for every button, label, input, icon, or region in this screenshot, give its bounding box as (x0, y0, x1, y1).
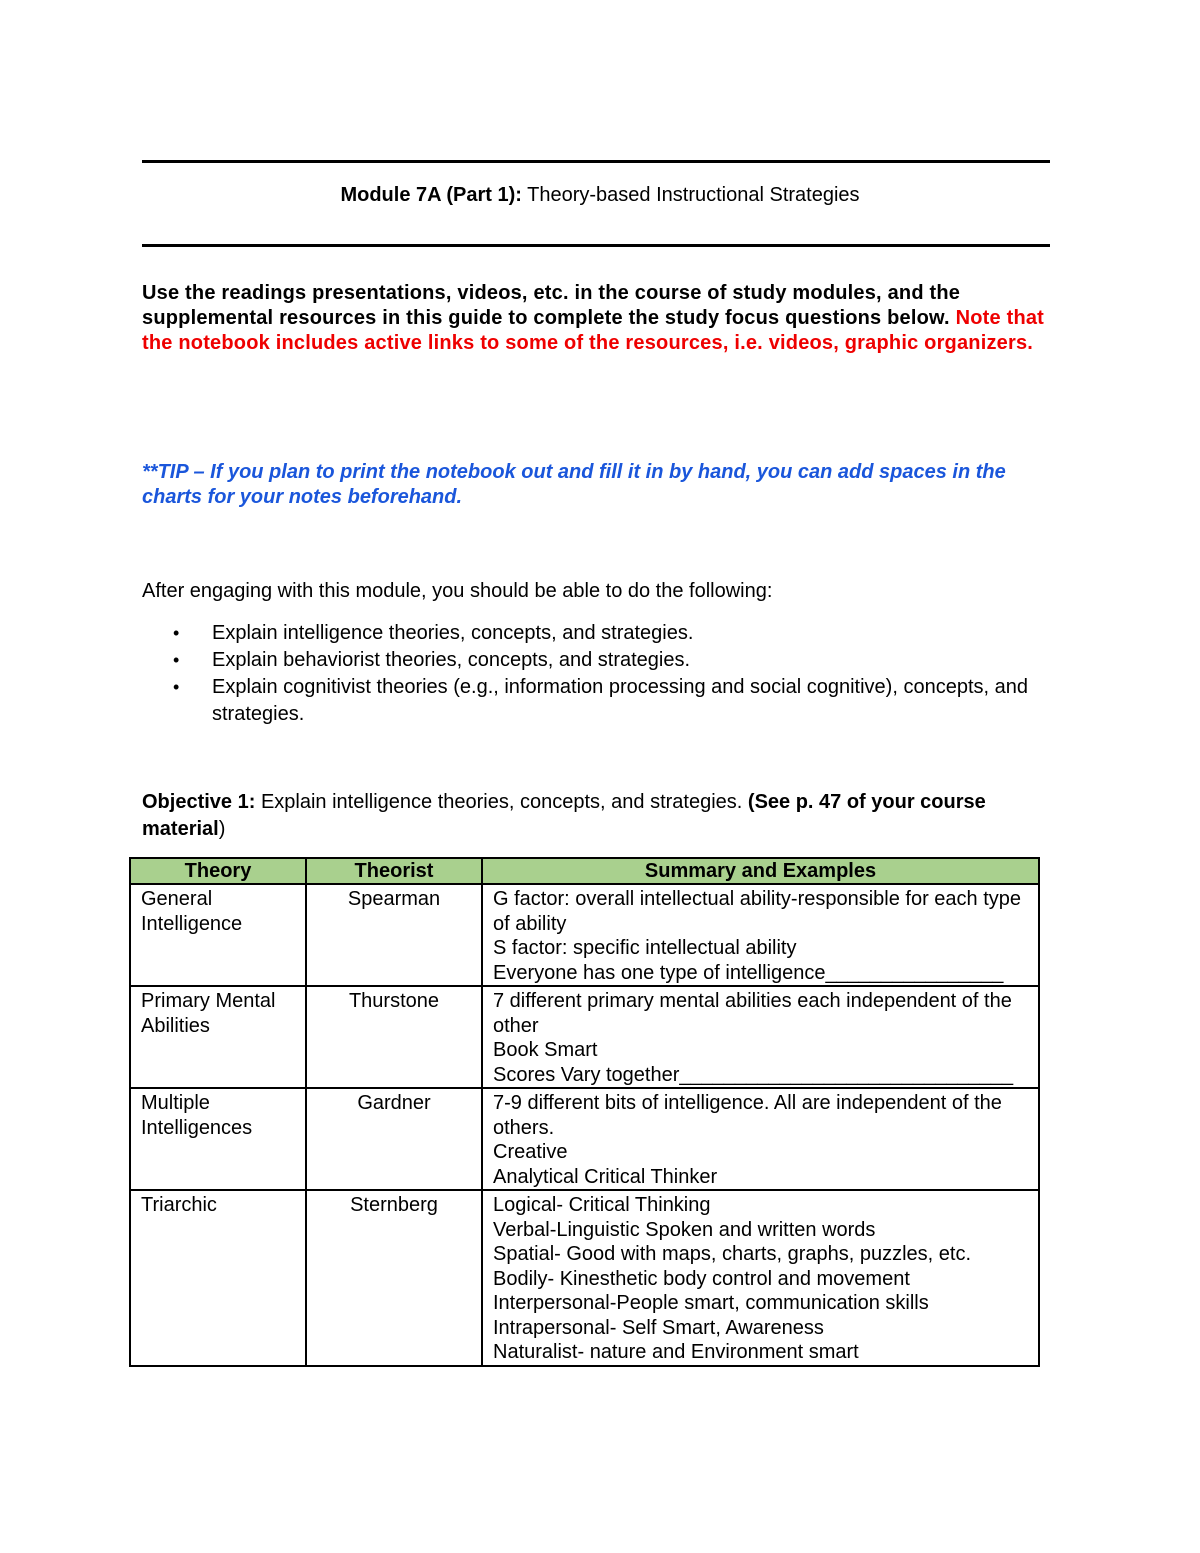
table-header-row (130, 858, 1039, 884)
summary-line: Naturalist- nature and Environment smart (493, 1341, 859, 1363)
theory-cell: Triarchic (130, 1190, 306, 1366)
theories-table (129, 857, 1040, 1367)
top-divider-rule (142, 160, 1050, 163)
summary-line: Creative (493, 1141, 568, 1163)
objective-heading (142, 789, 1062, 843)
bullet-icon: • (173, 677, 180, 697)
summary-line: 7-9 different bits of intelligence. All are independent of the others. (493, 1092, 1002, 1139)
goal-text: Explain intelligence theories, concepts, and strategies. (212, 622, 694, 644)
table-row (130, 986, 1039, 1088)
table-row (130, 1088, 1039, 1190)
header-theorist: Theorist (306, 858, 482, 884)
theorist-cell: Spearman (306, 884, 482, 986)
theorist-cell: Sternberg (306, 1190, 482, 1366)
goal-text: Explain cognitivist theories (e.g., information processing and social cognitive), concepts, and strategies. (212, 676, 1028, 725)
theory-cell: Multiple Intelligences (130, 1088, 306, 1190)
summary-cell (482, 986, 1039, 1088)
theory-cell: Primary Mental Abilities (130, 986, 306, 1088)
module-title (0, 184, 1200, 207)
summary-cell (482, 884, 1039, 986)
summary-cell (482, 1088, 1039, 1190)
tip-paragraph: **TIP – If you plan to print the notebook out and fill it in by hand, you can add spaces in the charts for your notes beforehand. (142, 461, 1006, 508)
bullet-icon: • (173, 650, 180, 670)
theorist-cell: Thurstone (306, 986, 482, 1088)
objective-reference: (See p. 47 of your course material (142, 791, 986, 840)
learning-goals-list (142, 620, 1062, 728)
summary-line: Book Smart (493, 1039, 598, 1061)
objective-close: ) (218, 818, 226, 840)
summary-line: 7 different primary mental abilities each independent of the other (493, 990, 1012, 1037)
summary-line: Analytical Critical Thinker (493, 1165, 718, 1188)
summary-line: Logical- Critical Thinking (493, 1194, 711, 1216)
learning-goals-intro: After engaging with this module, you should be able to do the following: (142, 580, 773, 602)
theory-cell: General Intelligence (130, 884, 306, 986)
theorist-cell: Gardner (306, 1088, 482, 1190)
summary-line: Intrapersonal- Self Smart, Awareness (493, 1316, 824, 1339)
summary-line: S factor: specific intellectual ability (493, 937, 797, 959)
list-item (142, 674, 1062, 728)
intro-paragraph (142, 281, 1057, 356)
summary-line: Scores Vary together______________________________ (493, 1063, 1014, 1086)
summary-line: Verbal-Linguistic Spoken and written words (493, 1218, 876, 1241)
objective-text: Explain intelligence theories, concepts, and strategies. (255, 791, 748, 813)
summary-line: Everyone has one type of intelligence________________ (493, 961, 1004, 984)
objective-label: Objective 1: (142, 791, 256, 813)
module-title-bold: Module 7A (Part 1): (340, 184, 522, 206)
module-title-text: Theory-based Instructional Strategies (521, 184, 860, 206)
summary-line: Interpersonal-People smart, communication skills (493, 1292, 929, 1314)
summary-line: Spatial- Good with maps, charts, graphs, puzzles, etc. (493, 1243, 971, 1265)
summary-line: Bodily- Kinesthetic body control and movement (493, 1267, 910, 1290)
intro-instructions: Use the readings presentations, videos, etc. in the course of study modules, and the supplemental resources in this guide to complete the study focus questions below. (142, 282, 961, 329)
bullet-icon: • (173, 623, 180, 643)
table-row (130, 884, 1039, 986)
header-theory: Theory (130, 858, 306, 884)
list-item (142, 647, 1062, 674)
list-item (142, 620, 1062, 647)
intro-note: Note that the notebook includes active links to some of the resources, i.e. videos, graphic organizers. (142, 307, 1045, 354)
header-summary: Summary and Examples (482, 858, 1039, 884)
summary-cell (482, 1190, 1039, 1366)
table-row (130, 1190, 1039, 1366)
bottom-divider-rule (142, 244, 1050, 247)
goal-text: Explain behaviorist theories, concepts, and strategies. (212, 649, 691, 671)
summary-line: G factor: overall intellectual ability-responsible for each type of ability (493, 888, 1022, 935)
